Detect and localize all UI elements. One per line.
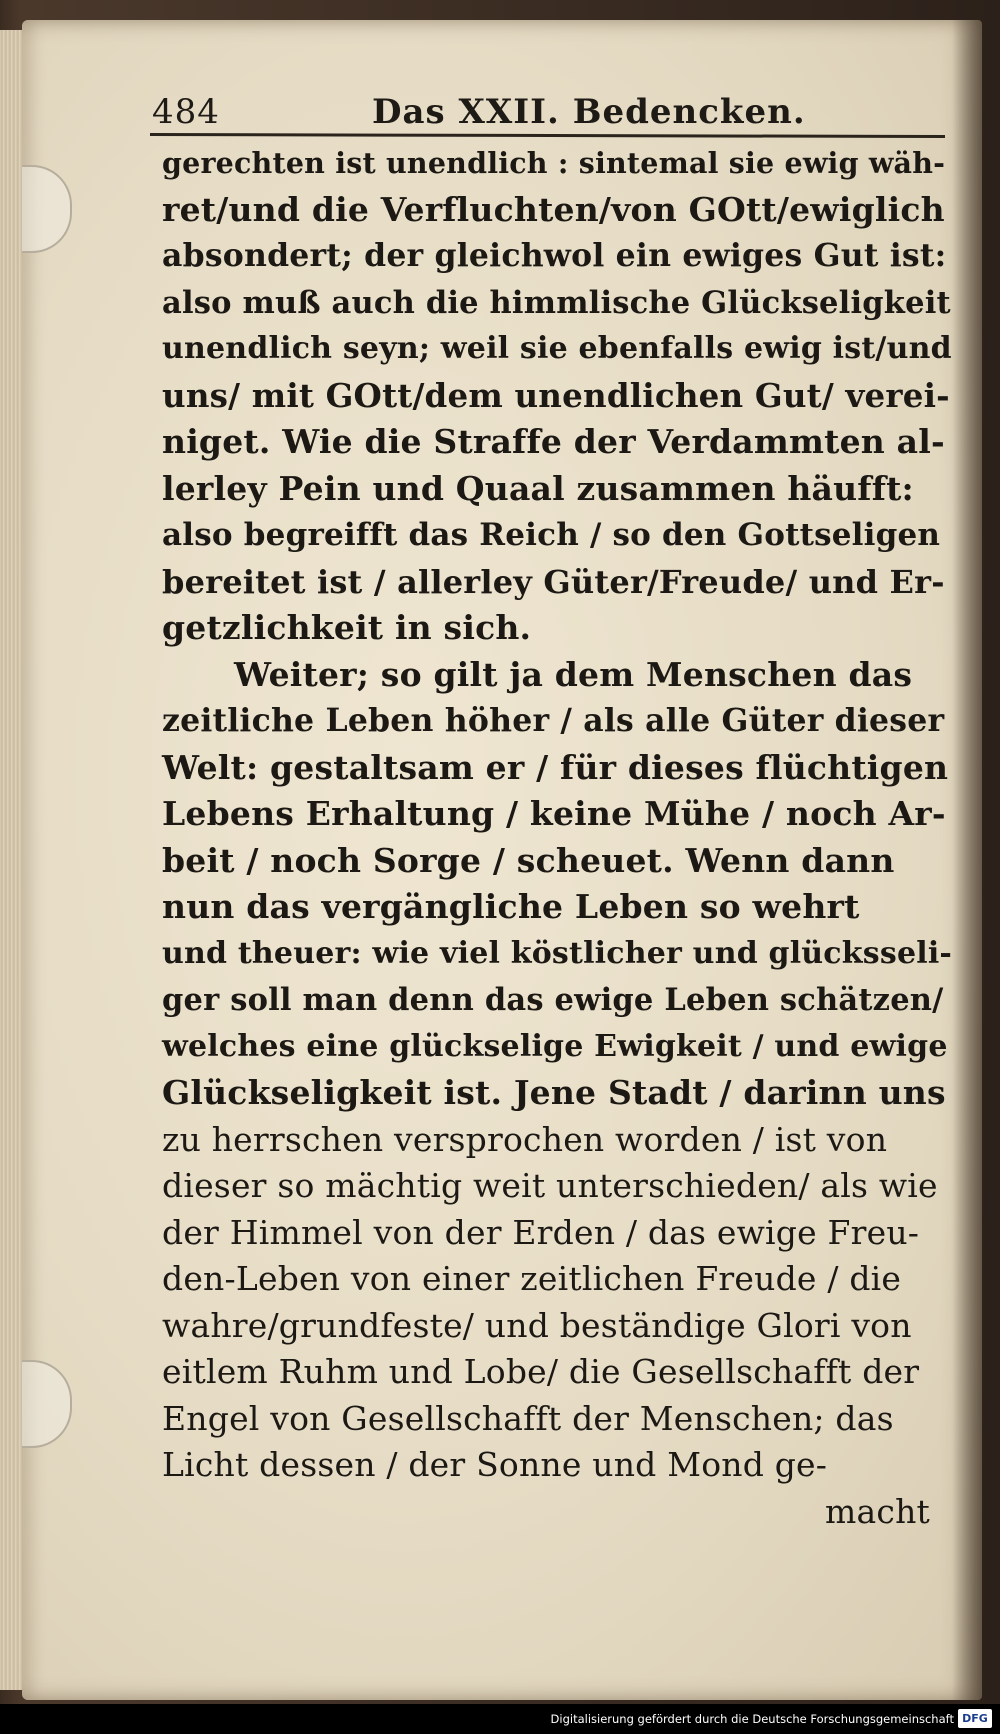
digitization-footer (0, 1704, 1000, 1734)
text-line: dieser so mächtig weit unterschieden/ als wie (162, 1166, 938, 1205)
text-line: welches eine glückselige Ewigkeit / und ewige (162, 1028, 948, 1064)
text-line: unendlich seyn; weil sie ebenfalls ewig ist/und (162, 331, 952, 366)
text-line: also begreifft das Reich / so den Gottseligen (162, 517, 941, 553)
text-line: gerechten ist unendlich : sintemal sie ewig wäh- (162, 146, 946, 180)
text-line: zeitliche Leben höher / als alle Güter dieser (162, 702, 945, 739)
digitization-note: Digitalisierung gefördert durch die Deutsche Forschungsgemeinschaft (550, 1712, 954, 1726)
text-line: und theuer: wie viel köstlicher und glücksseli- (162, 935, 953, 971)
page-header (142, 88, 942, 134)
catchword: macht (825, 1491, 930, 1531)
body-text (162, 140, 952, 1535)
page-clip-bottom (22, 1360, 72, 1448)
text-line: getzlichkeit in sich. (162, 608, 532, 647)
text-line: Licht dessen / der Sonne und Mond ge- (162, 1445, 828, 1484)
text-line: ret/und die Verfluchten/von GOtt/ewiglich (162, 189, 945, 229)
text-line: bereitet ist / allerley Güter/Freude/ und Er- (162, 562, 945, 601)
text-line: der Himmel von der Erden / das ewige Freu- (162, 1212, 920, 1252)
text-line: eitlem Ruhm und Lobe/ die Gesellschafft der (162, 1352, 920, 1391)
text-line: niget. Wie die Straffe der Verdammten al- (162, 422, 945, 461)
text-line: beit / noch Sorge / scheuet. Wenn dann (162, 840, 895, 880)
dfg-logo[interactable]: DFG (958, 1709, 992, 1728)
running-head: Das XXII. Bedencken. (372, 92, 806, 132)
text-line: den-Leben von einer zeitlichen Freude / die (162, 1259, 902, 1298)
page-number: 484 (152, 92, 220, 132)
text-line: Welt: gestaltsam er / für dieses flüchtigen (162, 747, 949, 787)
text-line: also muß auch die himmlische Glückseligkeit (162, 284, 951, 321)
paragraph-start-line: Weiter; so gilt ja dem Menschen das (234, 654, 913, 694)
text-line: Lebens Erhaltung / keine Mühe / noch Ar- (162, 794, 946, 833)
text-line: Engel von Gesellschafft der Menschen; das (162, 1398, 894, 1438)
text-line: wahre/grundfeste/ und beständige Glori von (162, 1305, 912, 1345)
text-line: zu herrschen versprochen worden / ist von (162, 1119, 888, 1159)
text-line: nun das vergängliche Leben so wehrt (162, 887, 860, 926)
text-line: Glückseligkeit ist. Jene Stadt / darinn uns (162, 1073, 946, 1112)
text-line: lerley Pein und Quaal zusammen häufft: (162, 468, 914, 508)
gutter-shadow (952, 20, 982, 1700)
text-line: absondert; der gleichwol ein ewiges Gut ist: (162, 237, 947, 274)
text-line: ger soll man denn das ewige Leben schätzen/ (162, 982, 944, 1018)
page-clip-top (22, 165, 72, 253)
text-line: uns/ mit GOtt/dem unendlichen Gut/ verei- (162, 375, 950, 415)
